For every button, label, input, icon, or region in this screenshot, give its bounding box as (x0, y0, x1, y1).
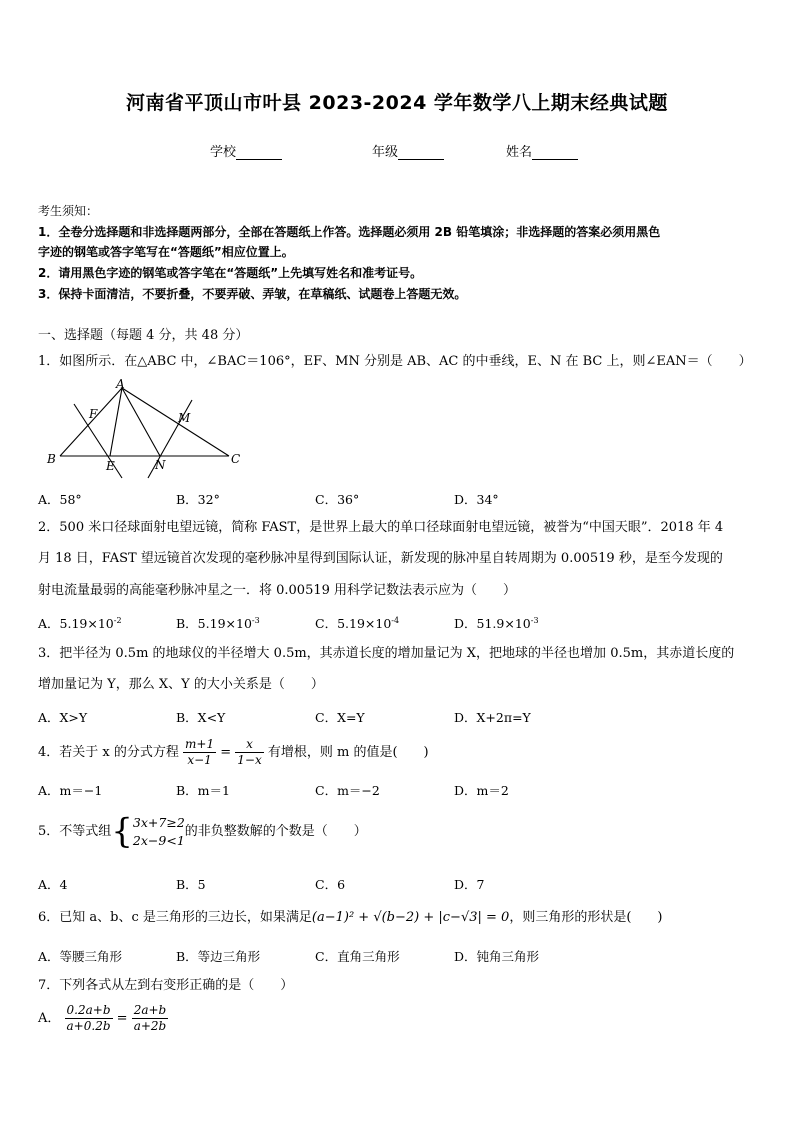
q4-option-c: C．m＝−2 (315, 783, 380, 798)
q6-option-a: A．等腰三角形 (38, 949, 123, 964)
label-B: B (47, 452, 56, 466)
q1-option-b: B．32° (176, 492, 220, 507)
q6-option-b: B．等边三角形 (176, 949, 261, 964)
notice-item-3: 3．保持卡面清洁，不要折叠，不要弄破、弄皱，在草稿纸、试题卷上答题无效。 (38, 287, 467, 301)
q2-option-b: B．$5.19\times 10^{-3}$ (176, 615, 260, 631)
label-M: M (178, 411, 191, 425)
q5-option-b: B．5 (176, 877, 206, 892)
q6-expression: (a−1)² + √(b−2) + |c−√3| = 0 (311, 910, 510, 925)
q3-option-b: B．X<Y (176, 710, 226, 725)
q5-inequality-system: 3x+7≥2 2x−9<1 (132, 814, 185, 848)
q5-option-c: C．6 (315, 877, 346, 892)
q2-line-2: 月 18 日，FAST 望远镜首次发现的毫秒脉冲星得到国际认证，新发现的脉冲星自转周期为 0.00519 秒，是至今发现的 (38, 551, 723, 566)
q4-option-d: D．m＝2 (454, 783, 509, 798)
label-E: E (106, 459, 115, 473)
q4-fraction-right: $\frac{x}{1-x}$ (237, 737, 262, 767)
q7-stem: 7．下列各式从左到右变形正确的是（ ） (38, 978, 294, 993)
label-F: F (89, 407, 98, 421)
label-C: C (231, 452, 241, 466)
q3-option-c: C．X=Y (315, 710, 365, 725)
q3-option-a: A．X>Y (38, 710, 88, 725)
name-field: 姓名 (506, 141, 578, 160)
q4-option-a: A．m＝−1 (38, 783, 103, 798)
q6-option-d: D．钝角三角形 (454, 949, 540, 964)
q5-stem: 5．不等式组{ 3x+7≥2 2x−9<1 的非负整数解的个数是（ ） (38, 811, 367, 852)
label-N: N (155, 458, 166, 472)
label-A: A (116, 377, 125, 391)
q2-option-d: D．$51.9\times 10^{-3}$ (454, 615, 539, 631)
q5-option-d: D．7 (454, 877, 485, 892)
q1-option-c: C．36° (315, 492, 360, 507)
q2-line-1: 2．500 米口径球面射电望远镜，简称 FAST，是世界上最大的单口径球面射电望远镜，被誉为“中国天眼”．2018 年 4 (38, 520, 724, 535)
grade-field: 年级 (372, 141, 444, 160)
q1-option-d: D．34° (454, 492, 499, 507)
q3-option-d: D．X+2π=Y (454, 710, 531, 725)
section-heading: 一、选择题（每题 4 分，共 48 分） (38, 328, 249, 343)
q6-stem: 6．已知 a、b、c 是三角形的三边长，如果满足(a−1)² + √(b−2) + |c−√3| = 0，则三角形的形状是( ) (38, 910, 663, 925)
q7-fraction-left: $\frac{0.2a+b}{a+0.2b}$ (66, 1003, 111, 1033)
notice-item-1a: 1．全卷分选择题和非选择题两部分，全部在答题纸上作答。选择题必须用 2B 铅笔填涂；非选择题的答案必须用黑色 (38, 225, 661, 239)
q6-option-c: C．直角三角形 (315, 949, 400, 964)
q2-option-a: A．$5.19\times 10^{-2}$ (38, 615, 122, 631)
school-field: 学校 (210, 141, 282, 160)
page-title: 河南省平顶山市叶县 2023-2024 学年数学八上期末经典试题 (126, 92, 668, 114)
q5-option-a: A．4 (38, 877, 68, 892)
notice-item-2: 2．请用黑色字迹的钢笔或答字笔在“答题纸”上先填写姓名和准考证号。 (38, 266, 423, 280)
q7-fraction-right: $\frac{2a+b}{a+2b}$ (133, 1003, 167, 1033)
notice-item-1b: 字迹的钢笔或答字笔写在“答题纸”相应位置上。 (38, 245, 294, 259)
q2-line-3: 射电流量最弱的高能毫秒脉冲星之一．将 0.00519 用科学记数法表示应为（ ） (38, 583, 517, 598)
q1-triangle-figure (44, 376, 244, 480)
q4-stem: 4．若关于 x 的分式方程 $\frac{m+1}{x-1}$ = $\frac{x}{1-x}$ 有增根，则 m 的值是( ) (38, 737, 429, 767)
q2-option-c: C．$5.19\times 10^{-4}$ (315, 615, 400, 631)
notice-heading: 考生须知： (38, 204, 99, 218)
q3-line-2: 增加量记为 Y，那么 X、Y 的大小关系是（ ） (38, 677, 324, 692)
q3-line-1: 3．把半径为 0.5m 的地球仪的半径增大 0.5m，其赤道长度的增加量记为 X，把地球的半径也增加 0.5m，其赤道长度的 (38, 646, 735, 661)
q4-fraction-left: $\frac{m+1}{x-1}$ (185, 737, 215, 767)
q4-option-b: B．m＝1 (176, 783, 230, 798)
q1-stem: 1．如图所示．在△ABC 中，∠BAC＝106°，EF、MN 分别是 AB、AC 的中垂线，E、N 在 BC 上，则∠EAN＝（ ） (38, 354, 752, 369)
q1-option-a: A．58° (38, 492, 82, 507)
q7-option-a: A． $\frac{0.2a+b}{a+0.2b}$ = $\frac{2a+b}{a+2b}$ (38, 1003, 167, 1033)
